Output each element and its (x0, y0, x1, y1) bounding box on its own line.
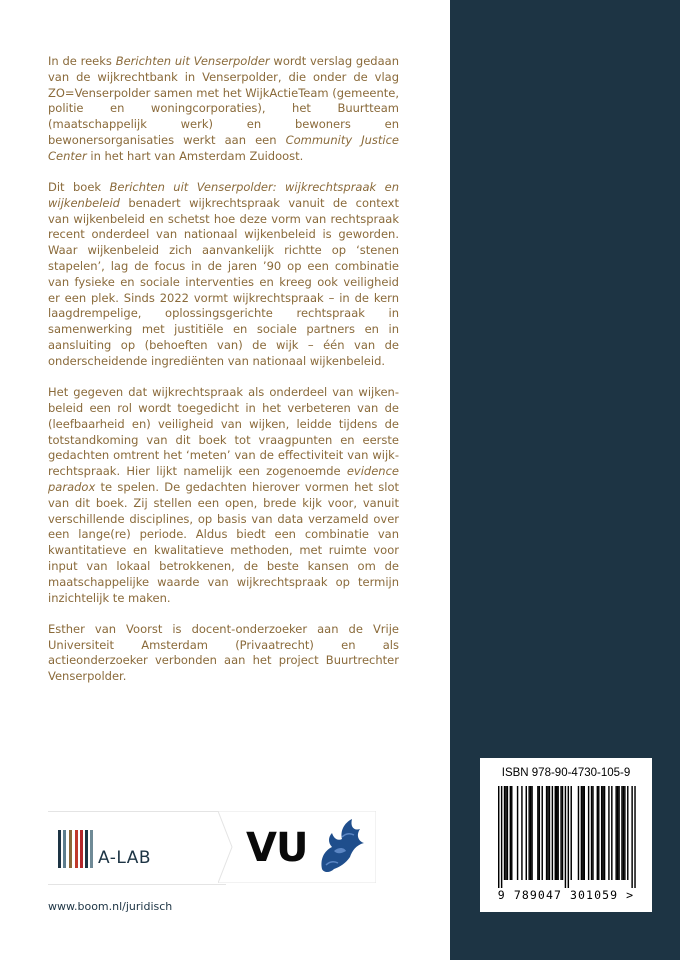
alab-bar (75, 830, 78, 868)
barcode-bar (505, 786, 506, 880)
barcode-bar (530, 786, 531, 880)
barcode-bar (615, 786, 616, 880)
barcode-bar (617, 786, 618, 880)
back-cover-text (48, 54, 399, 700)
barcode-bar (562, 786, 563, 880)
barcode-bar (507, 786, 508, 880)
barcode-bar (565, 786, 566, 888)
barcode-bars (486, 786, 646, 888)
barcode-bar (604, 786, 605, 880)
publisher-logos (48, 811, 376, 883)
alab-logo (48, 811, 226, 885)
vu-logo-text: VU (246, 825, 308, 871)
barcode-bar (539, 786, 540, 880)
barcode-bar (618, 786, 619, 880)
barcode-bar (531, 786, 532, 880)
barcode-bar (556, 786, 557, 880)
barcode-bar (571, 786, 572, 880)
barcode-bar (546, 786, 547, 880)
italic-run: Berichten uit Venserpolder (115, 54, 270, 68)
barcode-bar (627, 786, 628, 880)
barcode-bar (511, 786, 512, 880)
barcode-bar (601, 786, 602, 880)
barcode-bar (598, 786, 599, 880)
vu-logo (218, 811, 376, 883)
barcode-bar (597, 786, 598, 880)
barcode-bar (547, 786, 548, 880)
barcode-bar (528, 786, 529, 880)
text-run: benadert wijkrechtspraak vanuit de context van wijkenbeleid en schetst hoe deze vorm van rechtspraak recent onderdeel van nationaal wijkenbeleid is geworden. Waar wijkenbeleid zich aanvankelijk richtte op ‘stenen stapelen’, lag de focus in de jaren ’90 op een combinatie van fysieke en sociale interventies en kreeg ook veiligheid er een plek. Sinds 2022 vormt wijkrechtspraak – in de kern laagdrempelige, oplossingsgerichte rechtspraak in samenwerking met justitiële en sociale partners en in aansluiting op (behoeften van) de wijk – één van de onderscheidende ingrediënten van nationaal wijkenbeleid. (48, 195, 399, 368)
alab-bar (80, 830, 83, 868)
barcode-bar (517, 786, 518, 880)
alab-bar (85, 830, 88, 868)
barcode-bar (560, 786, 561, 880)
barcode-bar (592, 786, 593, 880)
alab-bar (58, 830, 61, 868)
paragraph (48, 54, 399, 165)
barcode-bar (624, 786, 625, 880)
text-run: te spelen. De gedachten hierover vormen het slot van dit boek. Zij stellen een open, brede kijk voor, vanuit verschillende disciplines, op basis van data verzameld over een lange(re) periode. Aldus biedt een combinatie van kwantitatieve en kwalitatieve methoden, met ruimte voor input van lokaal betrokkenen, de beste kansen om de maatschappelijke waarde van wijkrechtspraak op termijn inzichtelijk te maken. (48, 479, 399, 605)
barcode-bar (591, 786, 592, 880)
publisher-website: www.boom.nl/juridisch (48, 900, 173, 913)
barcode-bar (611, 786, 612, 880)
text-run: Esther van Voorst is docent-onderzoeker aan de Vrije Universiteit Amsterdam (Privaatrecht) en als actieonderzoeker verbonden aan het project Buurtrechter Venserpolder. (48, 621, 399, 684)
text-run: In de reeks (48, 54, 116, 68)
barcode-bar (504, 786, 505, 880)
italic-run: Community Justice Center (48, 132, 399, 163)
barcode-bar (537, 786, 538, 880)
barcode-bar (602, 786, 603, 880)
barcode-digits: 9 789047 301059 > (497, 888, 635, 902)
barcode-bar (552, 786, 553, 880)
text-run: Dit boek (48, 180, 110, 195)
barcode-bar (588, 786, 589, 880)
isbn-barcode (480, 758, 652, 912)
alab-bar (69, 830, 72, 868)
alab-bar (90, 830, 93, 868)
barcode-bar (578, 786, 579, 880)
text-run: in het hart van Amsterdam Zuidoost. (86, 148, 304, 163)
barcode-bar (555, 786, 556, 880)
paragraph (48, 385, 399, 606)
italic-run: Berichten uit Venserpolder: wijkrechtspraak en wijkenbeleid (48, 180, 399, 210)
barcode-bar (608, 786, 609, 880)
barcode-bar (631, 786, 632, 888)
alab-logo-text: A-LAB (98, 848, 152, 868)
barcode-bar (581, 786, 582, 880)
barcode-bar (501, 786, 502, 888)
italic-run: evidence paradox (48, 464, 399, 494)
barcode-bar (634, 786, 635, 888)
griffin-icon (312, 817, 366, 875)
isbn-label: ISBN 978-90-4730-105-9 (501, 767, 631, 779)
barcode-bar (521, 786, 522, 880)
barcode-bar (542, 786, 543, 880)
paragraph (48, 622, 399, 685)
barcode-bar (510, 786, 511, 880)
barcode-bar (568, 786, 569, 888)
barcode-bar (623, 786, 624, 880)
barcode-bar (621, 786, 622, 880)
barcode-bar (549, 786, 550, 880)
paragraph (48, 180, 399, 370)
barcode-bar (526, 786, 527, 880)
barcode-bar (498, 786, 499, 888)
text-run: Het gegeven dat wijkrechtspraak als onderdeel van wijkenbeleid een rol wordt toegedicht in het verbeteren van de (leefbaarheid en) veiligheid van wijken, leidde tijdens de totstandkoming van dit boek tot vraagpunten en eerste gedachten omtrent het ‘meten’ van de effectiviteit van wijkrechtspraak. Hier lijkt namelijk een zogenoemde (48, 385, 399, 479)
text-run: wordt verslag gedaan van de wijkrechtbank in Venserpolder, die onder de vlag ZO=Venserpolder samen met het WijkActieTeam (gemeente, politie en woningcorporaties), het Buurtteam (maatschappelijk werk) en bewoners en bewonersorganisaties werkt aan een (48, 54, 399, 147)
barcode-bar (557, 786, 558, 880)
alab-bar (63, 830, 66, 868)
barcode-bar (582, 786, 583, 880)
barcode-bar (584, 786, 585, 880)
